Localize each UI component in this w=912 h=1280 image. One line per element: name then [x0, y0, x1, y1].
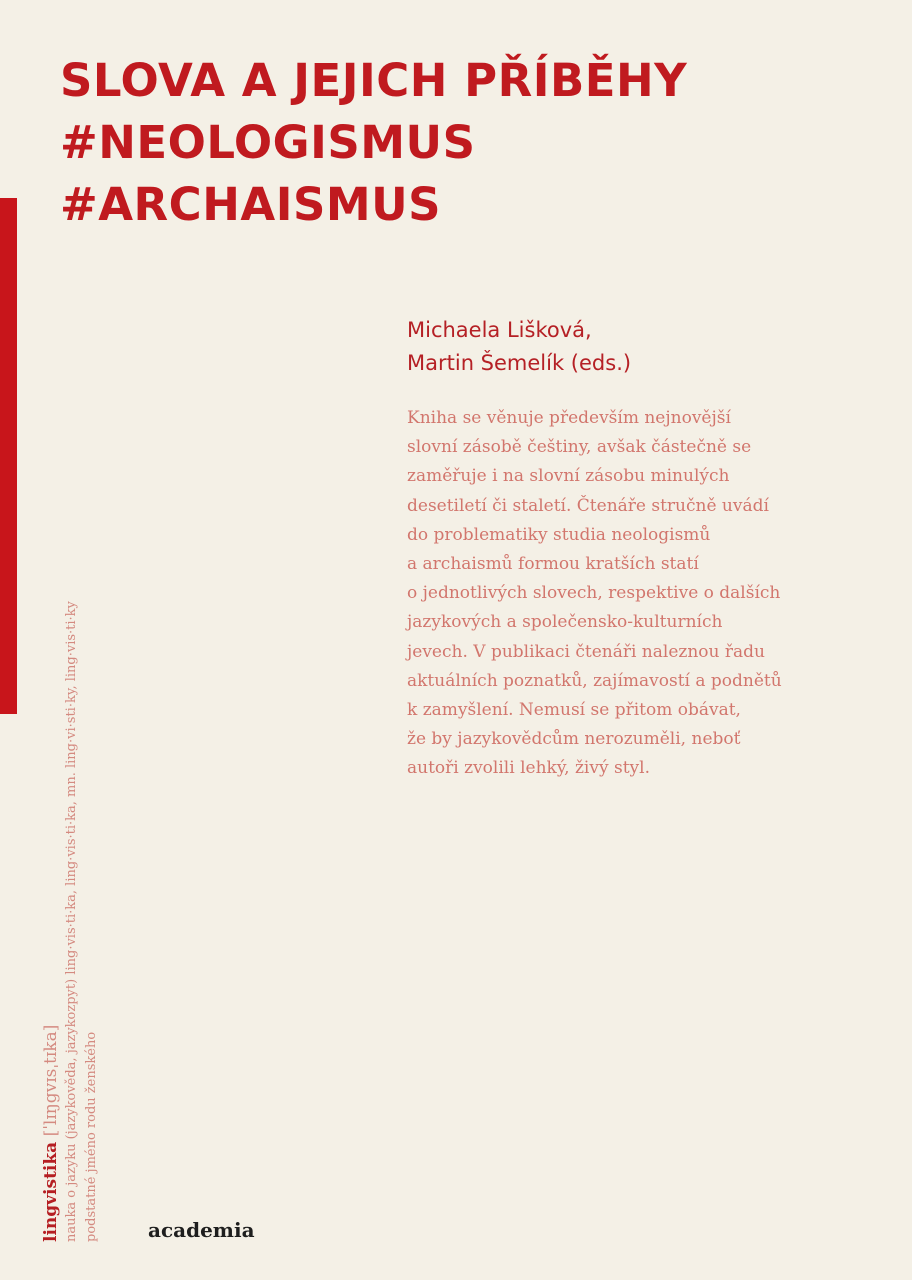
- dictionary-phonetic: [ˈlɪŋgvɪsˌtɪka]: [41, 1024, 61, 1142]
- dictionary-definition: nauka o jazyku (jazykověda, jazykozpyt) ling·vis·ti·ka, ling·vis·ti·ka, mn. ling·vi·sti·ky, ling·vis·ti·ky: [64, 601, 79, 1242]
- blurb-line: slovní zásobě češtiny, avšak částečně se: [407, 437, 752, 458]
- blurb-line: do problematiky studia neologismů: [407, 524, 711, 545]
- dictionary-headword-line: [40, 382, 62, 1242]
- title-line-3: #ARCHAISMUS: [60, 178, 442, 231]
- title-line-1: SLOVA A JEJICH PŘÍBĚHY: [60, 54, 688, 107]
- blurb-line: autoři zvolili lehký, živý styl.: [407, 758, 650, 779]
- blurb-line: a archaismů formou kratších statí: [407, 554, 699, 575]
- blurb-line: aktuálních poznatků, zajímavostí a podnětů: [407, 670, 782, 691]
- blurb-line: o jednotlivých slovech, respektive o dalších: [407, 583, 781, 604]
- authors: [407, 314, 631, 380]
- blurb-line: jazykových a společensko-kulturních: [407, 612, 723, 633]
- blurb-line: k zamyšlení. Nemusí se přitom obávat,: [407, 700, 741, 721]
- red-spine-bar: [0, 198, 17, 714]
- dictionary-headword: lingvistika: [41, 1141, 61, 1242]
- blurb-line: Kniha se věnuje především nejnovější: [407, 408, 731, 428]
- blurb-line: desetiletí či staletí. Čtenáře stručně uvádí: [407, 495, 769, 516]
- dictionary-grammar: podstatné jméno rodu ženského: [84, 1031, 99, 1242]
- blurb: [407, 404, 847, 784]
- blurb-line: jevech. V publikaci čtenáři naleznou řadu: [407, 641, 765, 662]
- title-line-2: #NEOLOGISMUS: [60, 116, 476, 169]
- blurb-line: že by jazykovědcům nerozuměli, neboť: [407, 729, 741, 750]
- blurb-line: zaměřuje i na slovní zásobu minulých: [407, 466, 730, 487]
- author-line-1: Michaela Lišková,: [407, 318, 592, 342]
- dictionary-entry: [40, 382, 102, 1242]
- book-title: [60, 50, 687, 236]
- publisher-logo: academia: [148, 1218, 255, 1242]
- author-line-2: Martin Šemelík (eds.): [407, 351, 632, 375]
